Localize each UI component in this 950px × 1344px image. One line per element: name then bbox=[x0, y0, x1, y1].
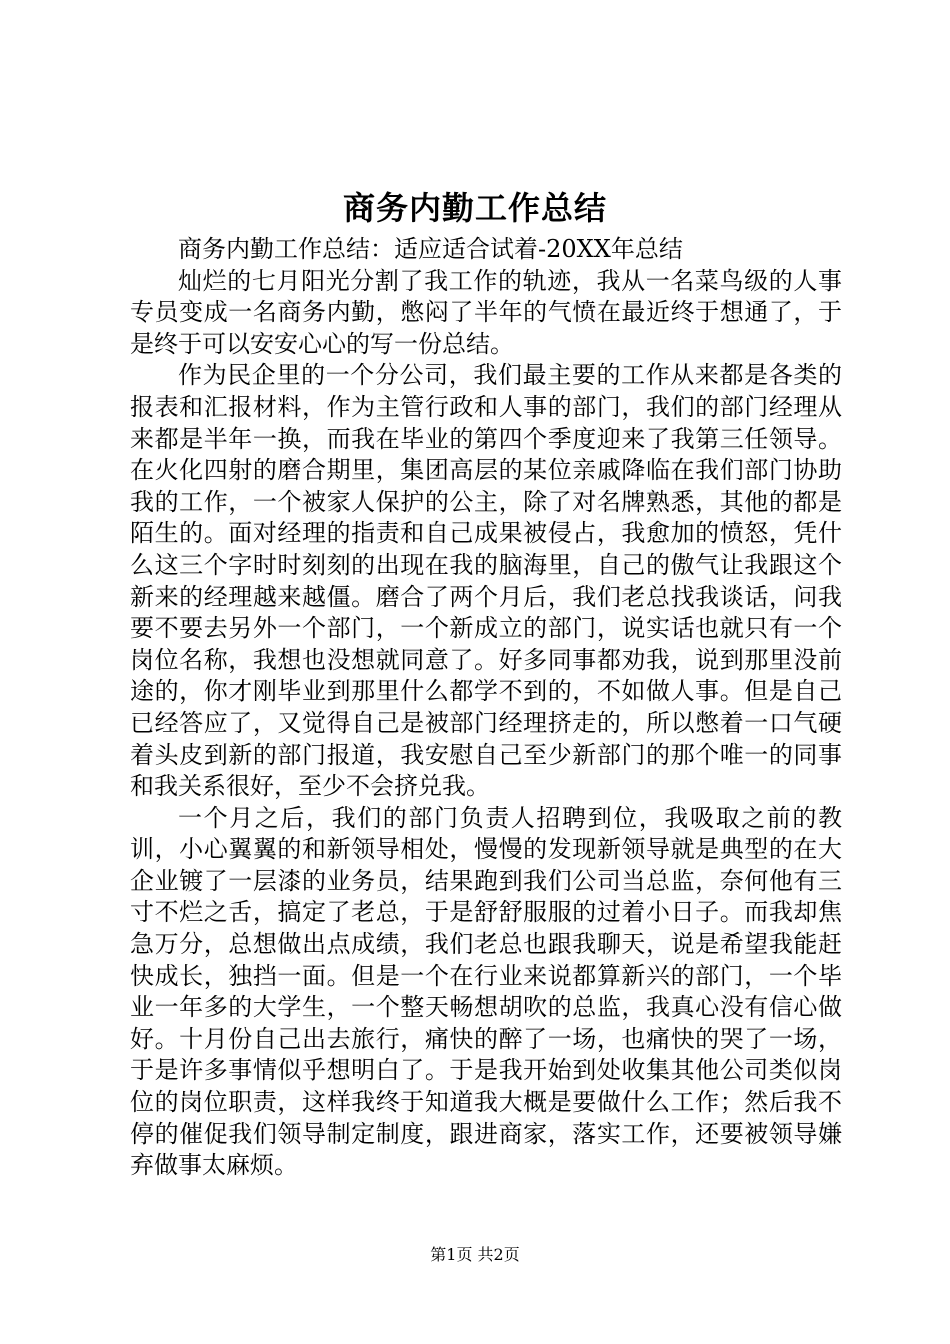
body-paragraph: 一个月之后，我们的部门负责人招聘到位，我吸取之前的教训，小心翼翼的和新领导相处，慢慢的发现新领导就是典型的在大企业镀了一层漆的业务员，结果跑到我们公司当总监，奈何他有三寸不烂之舌，搞定了老总，于是舒舒服服的过着小日子。而我却焦急万分，总想做出点成绩，我们老总也跟我聊天，说是希望我能赶快成长，独挡一面。但是一个在行业来说都算新兴的部门，一个毕业一年多的大学生，一个整天畅想胡吹的总监，我真心没有信心做好。十月份自己出去旅行，痛快的醉了一场，也痛快的哭了一场，于是许多事情似乎想明白了。于是我开始到处收集其他公司类似岗位的岗位职责，这样我终于知道我大概是要做什么工作；然后我不停的催促我们领导制定制度，跟进商家，落实工作，还要被领导嫌弃做事太麻烦。 bbox=[130, 803, 842, 1180]
document-title: 商务内勤工作总结 bbox=[342, 189, 607, 227]
subtitle-paragraph: 商务内勤工作总结：适应适合试着-20XX年总结 bbox=[178, 235, 683, 263]
page-number-footer: 第1页 共2页 bbox=[430, 1245, 520, 1264]
document-body bbox=[130, 234, 842, 1182]
body-paragraph: 灿烂的七月阳光分割了我工作的轨迹，我从一名菜鸟级的人事专员变成一名商务内勤，憋闷了半年的气愤在最近终于想通了，于是终于可以安安心心的写一份总结。 bbox=[130, 266, 842, 358]
body-paragraph: 作为民企里的一个分公司，我们最主要的工作从来都是各类的报表和汇报材料，作为主管行政和人事的部门，我们的部门经理从来都是半年一换，而我在毕业的第四个季度迎来了我第三任领导。在火化四射的磨合期里，集团高层的某位亲戚降临在我们部门协助我的工作，一个被家人保护的公主，除了对名牌熟悉，其他的都是陌生的。面对经理的指责和自己成果被侵占，我愈加的愤怒，凭什么这三个字时时刻刻的出现在我的脑海里，自己的傲气让我跟这个新来的经理越来越僵。磨合了两个月后，我们老总找我谈话，问我要不要去另外一个部门，一个新成立的部门，说实话也就只有一个岗位名称，我想也没想就同意了。好多同事都劝我，说到那里没前途的，你才刚毕业到那里什么都学不到的，不如做人事。但是自己已经答应了，又觉得自己是被部门经理挤走的，所以憋着一口气硬着头皮到新的部门报道，我安慰自己至少新部门的那个唯一的同事和我关系很好，至少不会挤兑我。 bbox=[130, 361, 842, 801]
